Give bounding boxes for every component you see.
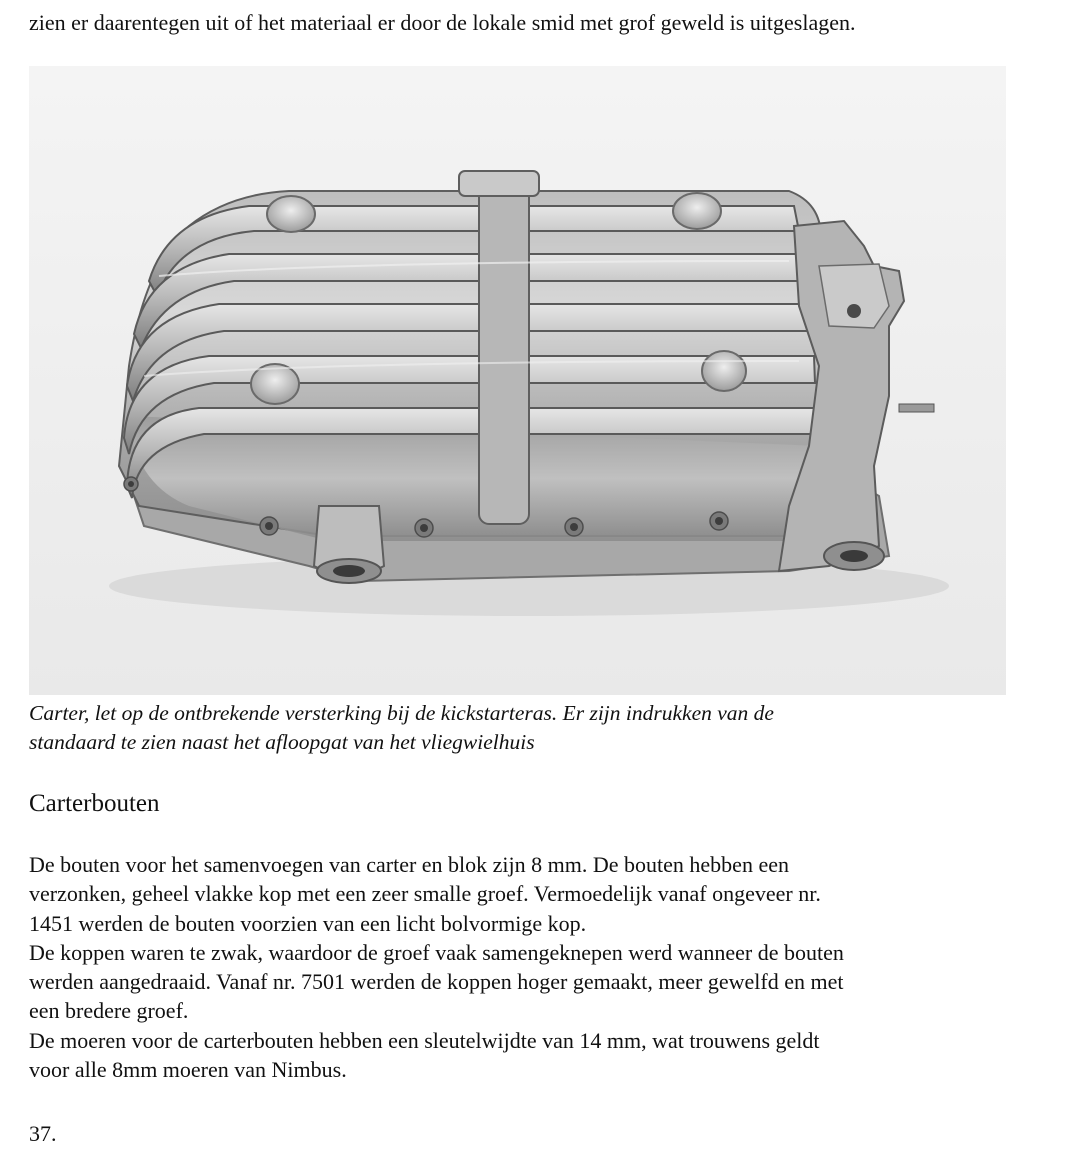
body-line: werden aangedraaid. Vanaf nr. 7501 werden de koppen hoger gemaakt, meer gewelfd en met [29,969,844,995]
intro-paragraph-line: zien er daarentegen uit of het materiaal er door de lokale smid met grof geweld is uitgeslagen. [29,10,856,35]
body-paragraph [29,850,1049,1084]
body-line: verzonken, geheel vlakke kop met een zeer smalle groef. Vermoedelijk vanaf ongeveer nr. [29,881,821,907]
body-line: 1451 werden de bouten voorzien van een licht bolvormige kop. [29,910,587,936]
body-line: voor alle 8mm moeren van Nimbus. [29,1057,347,1083]
carter-photo [29,66,1006,695]
body-line: een bredere groef. [29,998,189,1024]
caption-line: Carter, let op de ontbrekende versterking bij de kickstarteras. Er zijn indrukken van de [29,701,774,725]
body-line: De bouten voor het samenvoegen van carter en blok zijn 8 mm. De bouten hebben een [29,852,789,877]
carter-photo-drawing [29,66,1006,695]
figure-caption [29,699,1029,757]
body-line: De koppen waren te zwak, waardoor de groef vaak samengeknepen werd wanneer de bouten [29,939,844,965]
section-heading: Carterbouten [29,790,160,817]
body-line: De moeren voor de carterbouten hebben een sleutelwijdte van 14 mm, wat trouwens geldt [29,1027,820,1053]
page-number: 37. [29,1121,57,1146]
caption-line: standaard te zien naast het afloopgat van het vliegwielhuis [29,730,535,754]
